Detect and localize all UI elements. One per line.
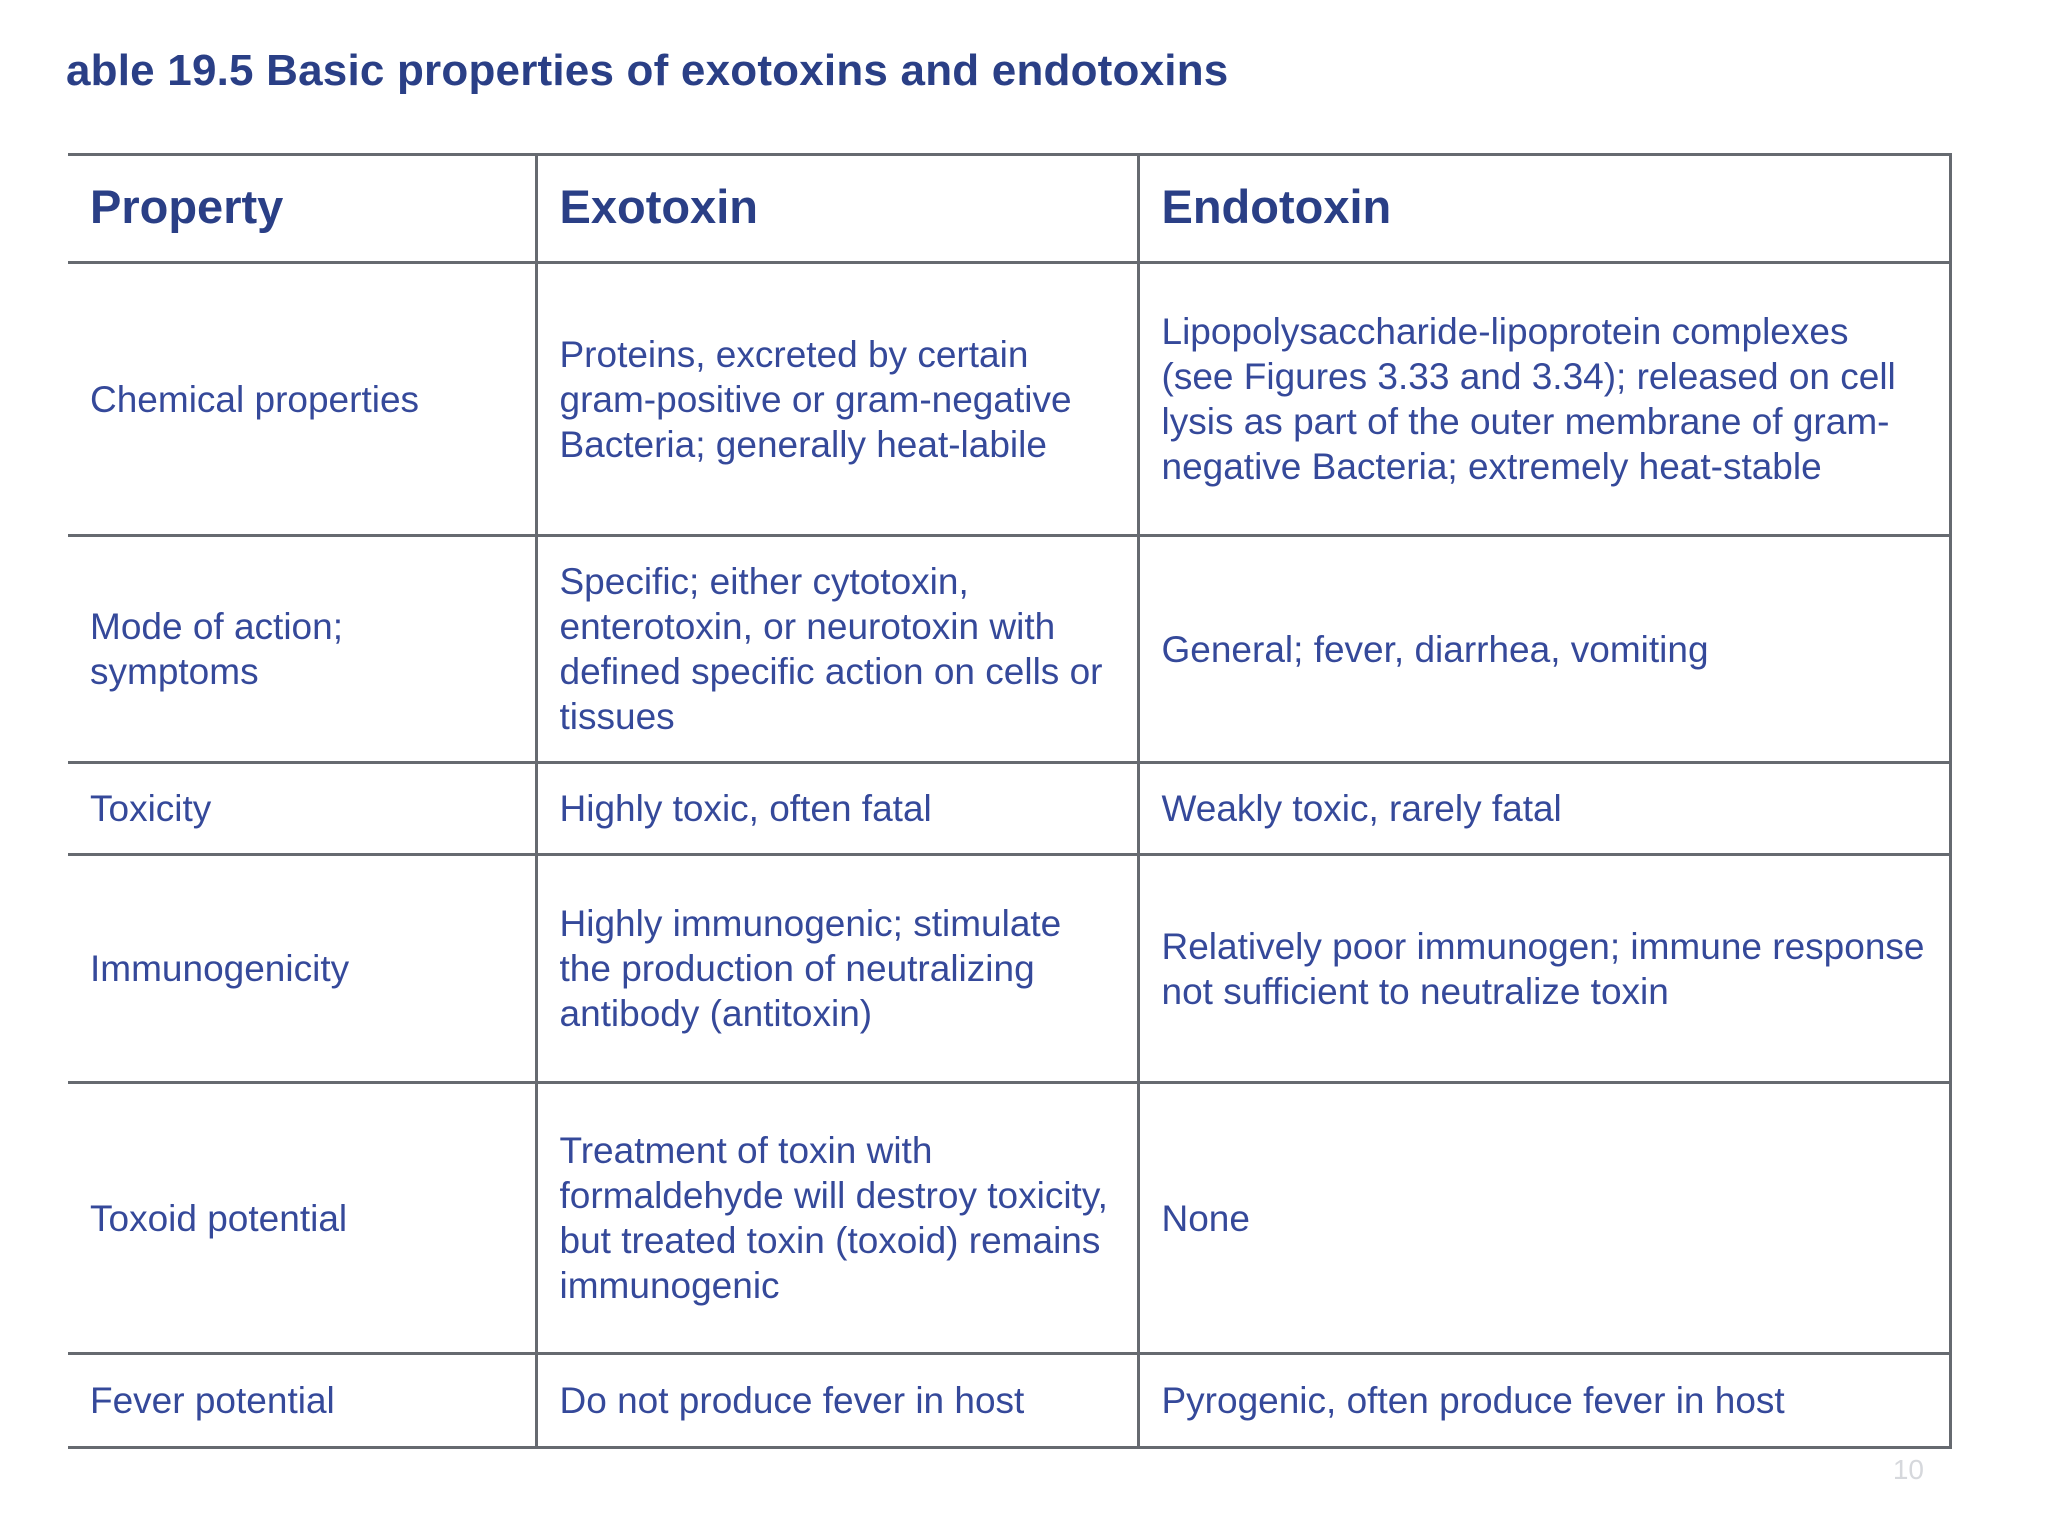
row-exotoxin: Do not produce fever in host (536, 1354, 1138, 1448)
row-exotoxin: Highly toxic, often fatal (536, 763, 1138, 855)
table-title: able 19.5 Basic properties of exotoxins and endotoxins (66, 46, 1229, 95)
row-property: Immunogenicity (68, 855, 536, 1083)
header-exotoxin: Exotoxin (536, 155, 1138, 263)
row-exotoxin: Treatment of toxin with formaldehyde will destroy toxicity, but treated toxin (toxoid) remains immunogenic (536, 1083, 1138, 1354)
row-exotoxin: Highly immunogenic; stimulate the production of neutralizing antibody (antitoxin) (536, 855, 1138, 1083)
table-row (68, 263, 1950, 536)
row-endotoxin: Relatively poor immunogen; immune response not sufficient to neutralize toxin (1138, 855, 1950, 1083)
row-endotoxin: General; fever, diarrhea, vomiting (1138, 536, 1950, 763)
table-row (68, 855, 1950, 1083)
header-endotoxin: Endotoxin (1138, 155, 1950, 263)
row-property: Mode of action; symptoms (68, 536, 536, 763)
properties-table (68, 153, 1952, 1449)
row-endotoxin: Lipopolysaccharide-lipoprotein complexes (see Figures 3.33 and 3.34); released on cell lysis as part of the outer membrane of gram-negative Bacteria; extremely heat-stable (1138, 263, 1950, 536)
row-endotoxin: Weakly toxic, rarely fatal (1138, 763, 1950, 855)
table-header-row (68, 155, 1950, 263)
page-number: 10 (1892, 1454, 1924, 1485)
row-property: Fever potential (68, 1354, 536, 1448)
header-property: Property (68, 155, 536, 263)
row-property: Toxoid potential (68, 1083, 536, 1354)
table-row (68, 536, 1950, 763)
table-row (68, 1354, 1950, 1448)
row-endotoxin: Pyrogenic, often produce fever in host (1138, 1354, 1950, 1448)
table-row (68, 1083, 1950, 1354)
table-row (68, 763, 1950, 855)
row-endotoxin: None (1138, 1083, 1950, 1354)
row-property: Chemical properties (68, 263, 536, 536)
row-exotoxin: Proteins, excreted by certain gram-positive or gram-negative Bacteria; generally heat-labile (536, 263, 1138, 536)
row-exotoxin: Specific; either cytotoxin, enterotoxin, or neurotoxin with defined specific action on cells or tissues (536, 536, 1138, 763)
row-property: Toxicity (68, 763, 536, 855)
